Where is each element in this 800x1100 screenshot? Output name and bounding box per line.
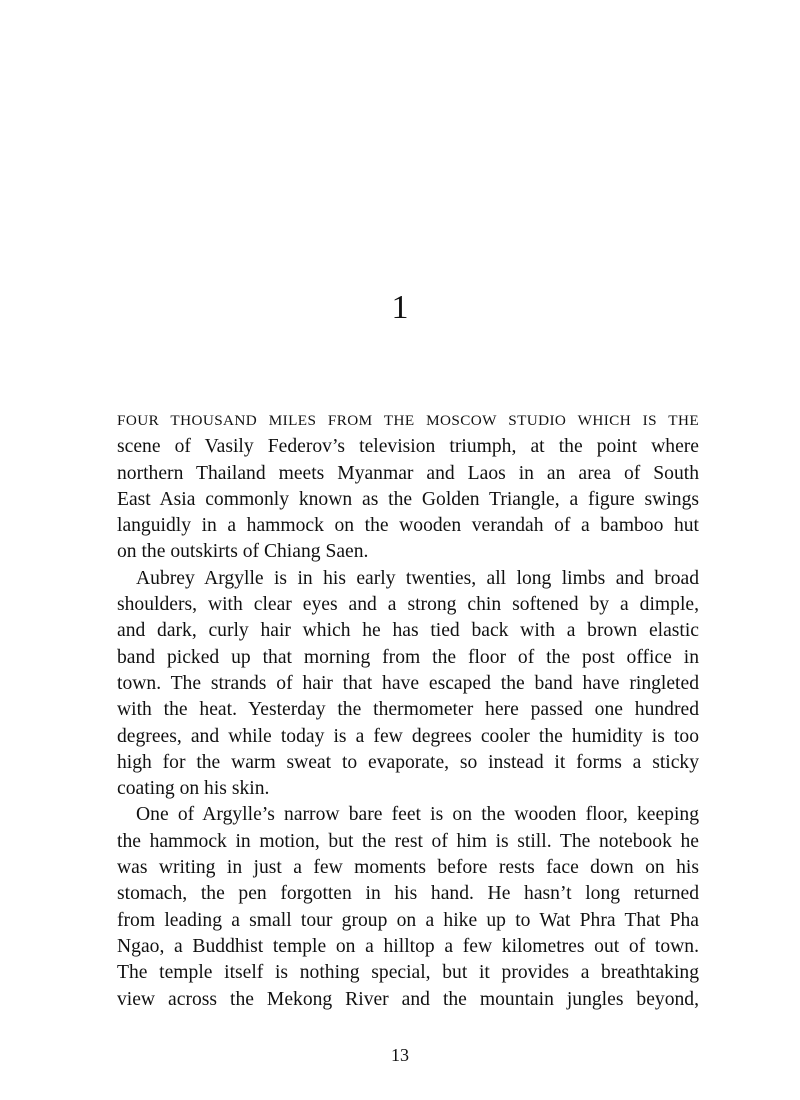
text-line: scene of Vasily Federov’s television triumph, at the point where [117, 436, 699, 458]
text-line: Ngao, a Buddhist temple on a hilltop a few kilometres out of town. [117, 935, 699, 957]
text-line: The temple itself is nothing special, but it provides a breathtaking [117, 962, 699, 984]
opening-line: FOUR THOUSAND MILES FROM THE MOSCOW STUDIO WHICH IS THE [117, 412, 699, 429]
text-line: northern Thailand meets Myanmar and Laos in an area of South [117, 462, 699, 484]
chapter-number: 1 [391, 289, 409, 326]
text-line: languidly in a hammock on the wooden verandah of a bamboo hut [117, 515, 699, 537]
text-line: coating on his skin. [117, 778, 270, 800]
text-line: stomach, the pen forgotten in his hand. He hasn’t long returned [117, 883, 699, 905]
text-line: Aubrey Argylle is in his early twenties, all long limbs and broad [136, 567, 699, 589]
text-line: East Asia commonly known as the Golden Triangle, a figure swings [117, 488, 699, 510]
text-line: on the outskirts of Chiang Saen. [117, 541, 369, 563]
text-line: from leading a small tour group on a hike up to Wat Phra That Pha [117, 909, 699, 931]
text-line: and dark, curly hair which he has tied back with a brown elastic [117, 620, 699, 642]
text-line: the hammock in motion, but the rest of him is still. The notebook he [117, 830, 699, 852]
text-line: band picked up that morning from the floor of the post office in [117, 646, 699, 668]
body-text [117, 408, 699, 1013]
text-line: One of Argylle’s narrow bare feet is on the wooden floor, keeping [136, 804, 699, 826]
text-line: with the heat. Yesterday the thermometer here passed one hundred [117, 699, 699, 721]
text-line: town. The strands of hair that have escaped the band have ringleted [117, 672, 699, 694]
page-number: 13 [391, 1045, 409, 1065]
text-line: shoulders, with clear eyes and a strong chin softened by a dimple, [117, 594, 699, 616]
text-line: was writing in just a few moments before rests face down on his [117, 857, 699, 879]
text-line: degrees, and while today is a few degrees cooler the humidity is too [117, 725, 699, 747]
text-line: view across the Mekong River and the mountain jungles beyond, [117, 988, 699, 1010]
text-line: high for the warm sweat to evaporate, so instead it forms a sticky [117, 751, 699, 773]
